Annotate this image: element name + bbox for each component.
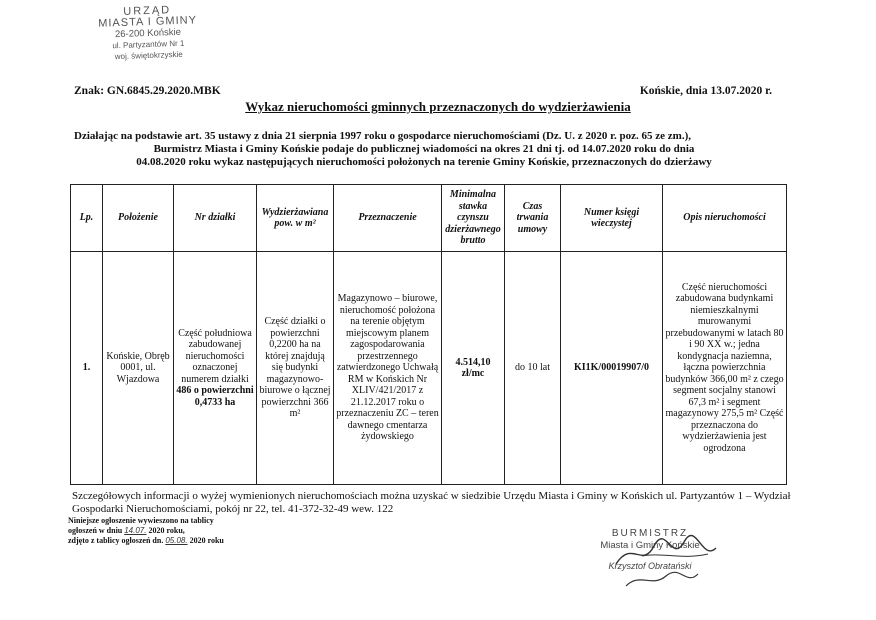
header-opis: Opis nieruchomości (663, 185, 787, 252)
document-title: Wykaz nieruchomości gminnych przeznaczonych do wydzierżawienia (245, 99, 631, 114)
header-przeznaczenie: Przeznaczenie (334, 185, 442, 252)
cell-przeznaczenie: Magazynowo – biurowe, nieruchomość położona na terenie objętym miejscowym planem zagospodarowania przestrzennego zatwierdzonego Uchwałą RM w Końskich Nr XLIV/421/2017 z 21.12.2017 roku o przeznaczeniu ZC – teren dawnego cmentarza żydowskiego (334, 252, 442, 485)
cell-opis: Część nieruchomości zabudowana budynkami niemieszkalnymi murowanymi przebudowanymi w latach 80 i 90 XX w.; jedna kondygnacja naziemna, łączna powierzchnia budynków 366,00 m² z czego segment socjalny stanowi 67,3 m² i segment magazynowy 275,5 m² Część przeznaczona do wydzierżawienia jest ogrodzona (663, 252, 787, 485)
table-header-row (71, 185, 787, 252)
table-row (71, 252, 787, 485)
document-reference: Znak: GN.6845.29.2020.MBK (74, 85, 221, 97)
cell-nr-dzialki-text: Część południowa zabudowanej nieruchomości oznaczonej numerem działki (178, 327, 252, 385)
stamp-line-4: ul. Partyzantów Nr 1 (112, 38, 185, 51)
posting-note-2-label: ogłoszeń w dniu (68, 526, 123, 535)
stamp-line-3: 26-200 Końskie (114, 26, 182, 41)
cell-powierzchnia: Część działki o powierzchni 0,2200 ha na której znajdują się budynki magazynowo-biurowe o łącznej powierzchni 366 m² (257, 252, 334, 485)
cell-nr-dzialki (174, 252, 257, 485)
intro-line-2: Burmistrz Miasta i Gminy Końskie podaje do publicznej wiadomości na okres 21 dni tj. od 14.07.2020 roku do dnia (153, 143, 695, 155)
footer-info: Szczegółowych informacji o wyżej wymienionych nieruchomościach można uzyskać w siedzibie Urzędu Miasta i Gminy w Końskich ul. Partyzantów 1 – Wydział Gospodarki Nieruchomościami, pokój nr 22, tel. 41-372-32-49 wew. 122 (72, 490, 791, 515)
posting-note-1: Niniejsze ogłoszenie wywieszono na tablicy (68, 516, 214, 525)
cell-ksiega: KI1K/00019907/0 (561, 252, 663, 485)
stamp-line-1: URZĄD (123, 4, 172, 18)
stamp-line-5: woj. świętokrzyskie (114, 49, 183, 62)
cell-czas: do 10 lat (505, 252, 561, 485)
office-stamp (67, 3, 229, 64)
posting-note-3 (68, 536, 224, 546)
document-date: Końskie, dnia 13.07.2020 r. (639, 85, 772, 97)
intro-line-3: 04.08.2020 roku wykaz następujących nieruchomości położonych na terenie Gminy Końskie, przeznaczonych do dzierżawy (136, 156, 712, 168)
posting-note-3-label: zdjęto z tablicy ogłoszeń dn. (68, 536, 164, 545)
header-lp: Lp. (71, 185, 103, 252)
removal-date-handwritten: 05.08. (165, 536, 188, 545)
stamp-line-2: MIASTA I GMINY (98, 14, 198, 30)
intro-paragraph (74, 130, 774, 169)
signature-office: Miasta i Gminy Końskie (600, 540, 700, 551)
header-polozenie: Położenie (103, 185, 174, 252)
cell-nr-dzialki-number: 486 o powierzchni 0,4733 ha (176, 385, 254, 408)
handwritten-signature-stroke (622, 568, 702, 592)
header-stawka: Minimalna stawka czynszu dzierżawnego brutto (442, 185, 505, 252)
intro-line-1: Działając na podstawie art. 35 ustawy z dnia 21 sierpnia 1997 roku o gospodarce nieruchomościami (Dz. U. z 2020 r. poz. 65 ze zm.), (74, 130, 691, 142)
cell-polozenie: Końskie, Obręb 0001, ul. Wjazdowa (103, 252, 174, 485)
header-ksiega: Numer księgi wieczystej (561, 185, 663, 252)
header-powierzchnia: Wydzierżawiana pow. w m² (257, 185, 334, 252)
header-nr-dzialki: Nr działki (174, 185, 257, 252)
property-table (70, 184, 787, 485)
posting-date-handwritten: 14.07. (124, 526, 147, 535)
signature-title: BURMISTRZ (611, 528, 689, 539)
cell-stawka: 4.514,10 zł/mc (442, 252, 505, 485)
posting-note-3-suffix: 2020 roku (189, 536, 224, 545)
posting-notes (68, 516, 224, 546)
signature-name: Krzysztof Obratański (608, 561, 692, 571)
posting-note-2-suffix: 2020 roku, (148, 526, 185, 535)
header-czas: Czas trwania umowy (505, 185, 561, 252)
posting-note-2 (68, 526, 224, 536)
cell-lp: 1. (71, 252, 103, 485)
